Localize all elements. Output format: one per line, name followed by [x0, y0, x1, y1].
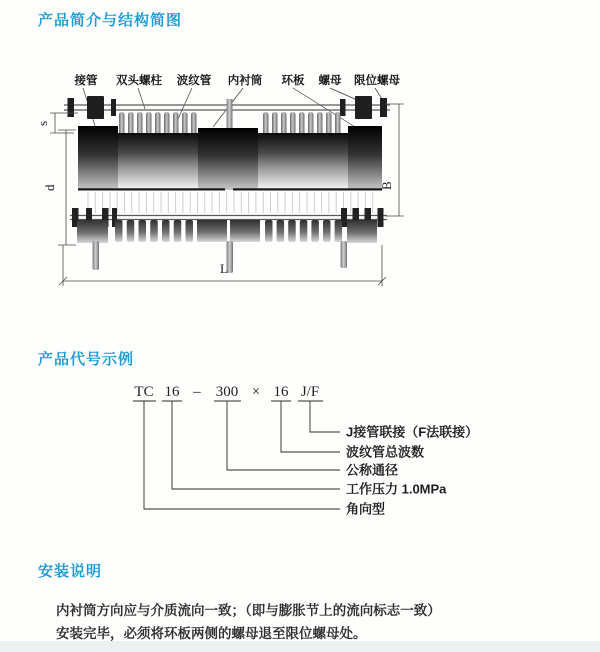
- dim-label-L: L: [220, 261, 228, 276]
- callout-connection-type: J接管联接（F法联接）: [346, 424, 479, 440]
- installation-instructions: [56, 599, 556, 645]
- code-segment-times: ×: [251, 384, 261, 400]
- expansion-joint-structure-diagram: [30, 60, 460, 310]
- part-label-double-end-stud: 双头螺柱: [116, 75, 162, 87]
- code-callout-lines: [133, 401, 340, 509]
- joint-body: [78, 126, 382, 191]
- bellows-corrugations-bottom: [115, 220, 342, 242]
- code-segment-pressure: 16: [164, 384, 180, 400]
- installation-line-1: 内衬筒方向应与介质流向一致；（即与膨胀节上的流向标志一致）: [56, 603, 441, 618]
- part-label-connecting-pipe: 接管: [74, 75, 98, 87]
- callout-working-pressure: 工作压力 1.0MPa: [346, 481, 447, 497]
- part-label-inner-liner: 内衬筒: [227, 75, 263, 87]
- dim-label-d: d: [42, 184, 57, 191]
- product-code-breakdown: [0, 370, 600, 530]
- installation-line-2: 安装完毕，必须将环板两侧的螺母退至限位螺母处。: [56, 626, 367, 641]
- ring-plate-stud-top: [227, 99, 233, 131]
- intro-section-heading: 产品简介与结构简图: [38, 12, 183, 29]
- callout-wave-count: 波纹管总波数: [346, 444, 425, 460]
- page-footer-strip: [0, 641, 600, 652]
- part-label-nut: 螺母: [318, 75, 342, 87]
- code-segment-dash: –: [193, 384, 201, 400]
- code-segment-dn: 300: [215, 384, 239, 400]
- reflection-streaks: [88, 192, 373, 213]
- callout-angular-type: 角向型: [346, 501, 386, 517]
- code-section-heading: 产品代号示例: [38, 351, 135, 368]
- dim-label-B: B: [379, 181, 394, 190]
- install-section-heading: 安装说明: [38, 563, 103, 580]
- callout-nominal-diameter: 公称通径: [346, 462, 399, 478]
- code-segment-type: TC: [134, 384, 154, 400]
- dim-label-s: s: [35, 120, 50, 126]
- part-label-limit-nut: 限位螺母: [354, 75, 400, 87]
- bottom-tie-rod: [70, 216, 387, 220]
- code-segment-waves: 16: [273, 384, 289, 400]
- code-segment-connection: J/F: [300, 384, 320, 400]
- part-label-bellows: 波纹管: [176, 75, 212, 87]
- part-label-ring-plate: 环板: [281, 75, 305, 87]
